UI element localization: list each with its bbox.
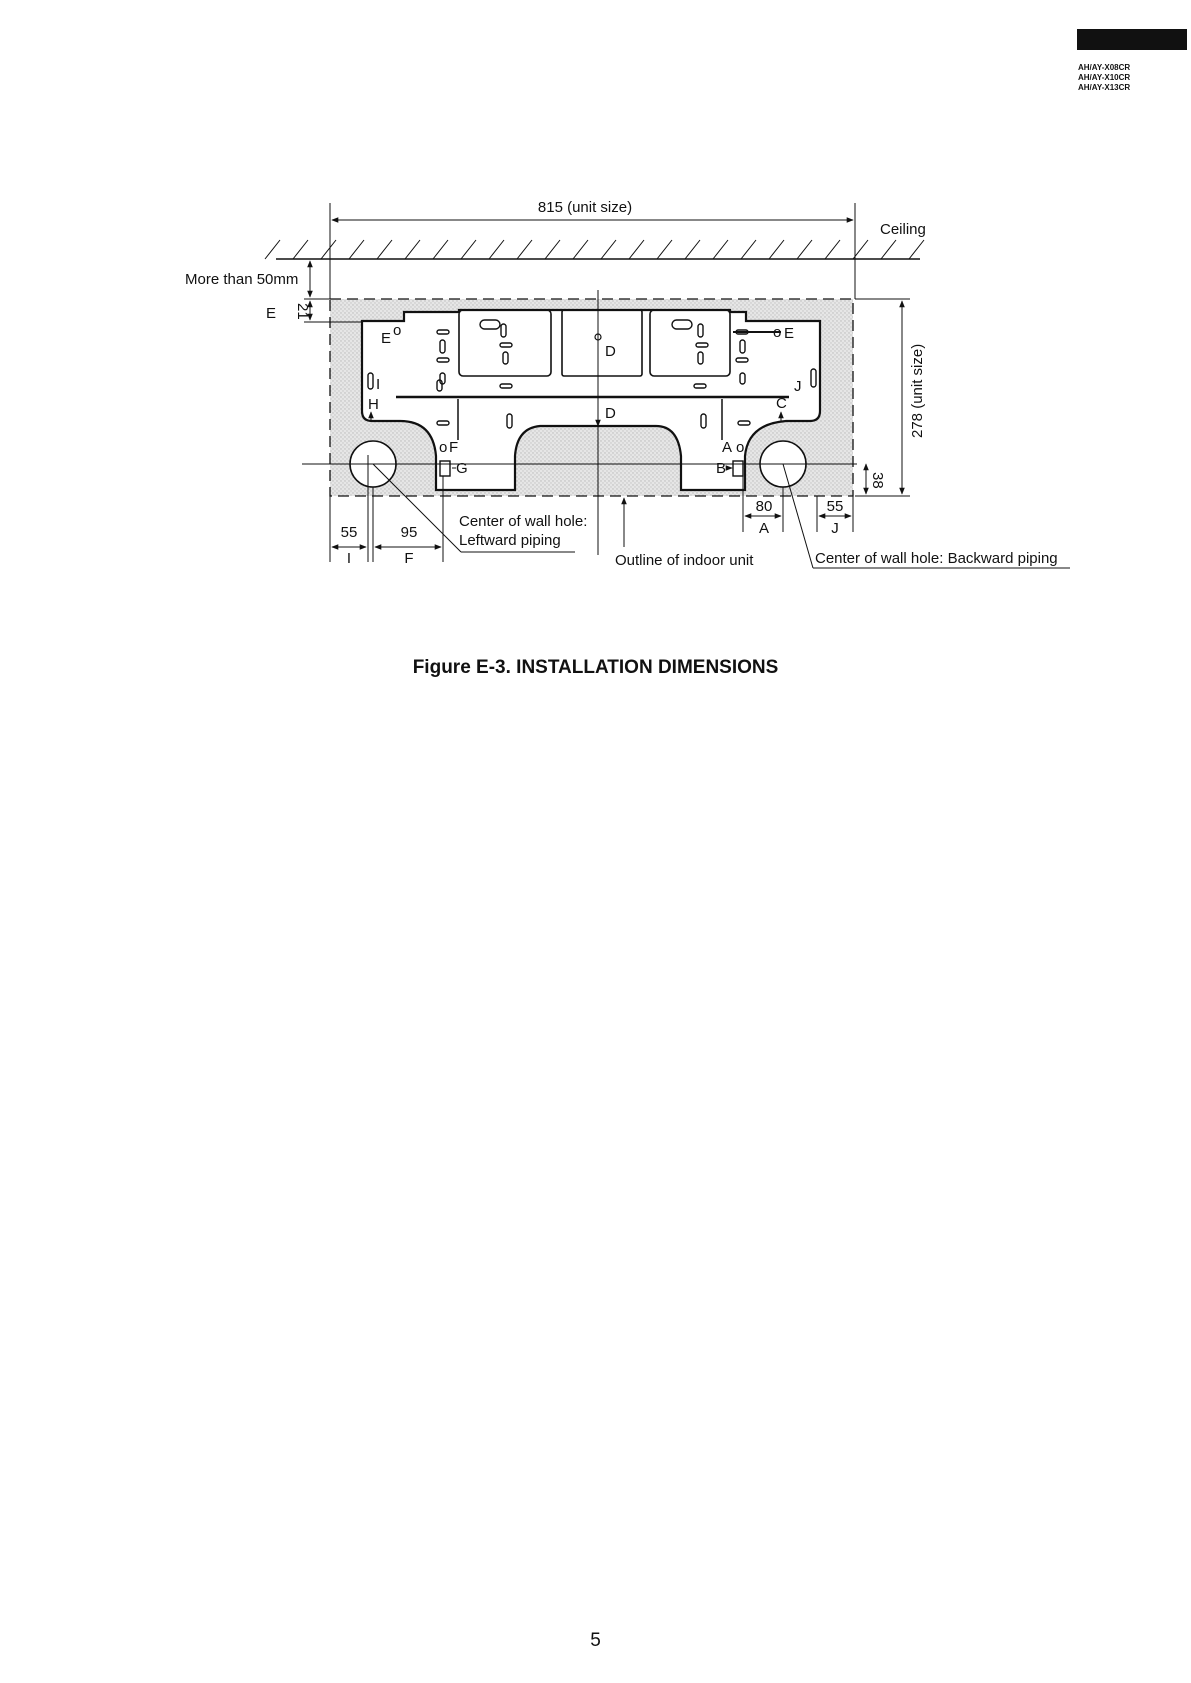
dim-55-left-label: 55 xyxy=(340,524,358,541)
letter-d-label: D xyxy=(605,343,616,360)
outline-label: Outline of indoor unit xyxy=(615,552,754,569)
ceiling xyxy=(265,240,924,259)
letter-j-label: J xyxy=(794,378,802,395)
letter-f-label: F xyxy=(449,439,459,456)
dim-38-label: 38 xyxy=(869,472,886,489)
letter-h-label: H xyxy=(368,396,379,413)
letter-a-label: A xyxy=(758,520,770,537)
marker-circle: o xyxy=(736,439,745,456)
dim-55-right-label: 55 xyxy=(826,498,844,515)
height-dimension xyxy=(855,299,910,496)
width-dimension xyxy=(330,203,855,299)
letter-a-label: A xyxy=(722,439,733,456)
letter-e-label: E xyxy=(381,330,392,347)
leftward-piping-label-line2: Leftward piping xyxy=(459,532,561,549)
clearance-label: More than 50mm xyxy=(185,271,299,288)
letter-f-label: F xyxy=(404,550,414,567)
unit-height-label: 278 (unit size) xyxy=(909,343,926,438)
letter-c-label: C xyxy=(776,395,787,412)
installation-diagram xyxy=(0,0,1191,700)
letter-i-label: I xyxy=(346,550,352,567)
dim-95-label: 95 xyxy=(400,524,418,541)
marker-circle: o xyxy=(439,439,448,456)
letter-e-label: E xyxy=(784,325,795,342)
model-name: AH/AY-X13CR xyxy=(1078,83,1131,92)
marker-circle: o xyxy=(393,322,402,339)
letter-e-label: E xyxy=(266,305,277,322)
letter-g-label: G xyxy=(456,460,468,477)
letter-d-label: D xyxy=(605,405,616,422)
marker-circle: o xyxy=(773,324,782,341)
page-number: 5 xyxy=(590,1630,601,1651)
letter-b-label: B xyxy=(716,460,727,477)
letter-j-label: J xyxy=(831,520,839,537)
figure-caption: Figure E-3. INSTALLATION DIMENSIONS xyxy=(412,657,779,678)
model-name: AH/AY-X10CR xyxy=(1078,73,1131,82)
unit-width-label: 815 (unit size) xyxy=(537,199,633,216)
leftward-piping-label-line1: Center of wall hole: xyxy=(459,513,588,530)
backward-piping-label: Center of wall hole: Backward piping xyxy=(815,550,1058,567)
model-name: AH/AY-X08CR xyxy=(1078,63,1131,72)
ceiling-label: Ceiling xyxy=(880,221,926,238)
dim-80-label: 80 xyxy=(755,498,773,515)
letter-i-label: I xyxy=(376,376,381,393)
dim-21-label: 21 xyxy=(294,303,311,320)
